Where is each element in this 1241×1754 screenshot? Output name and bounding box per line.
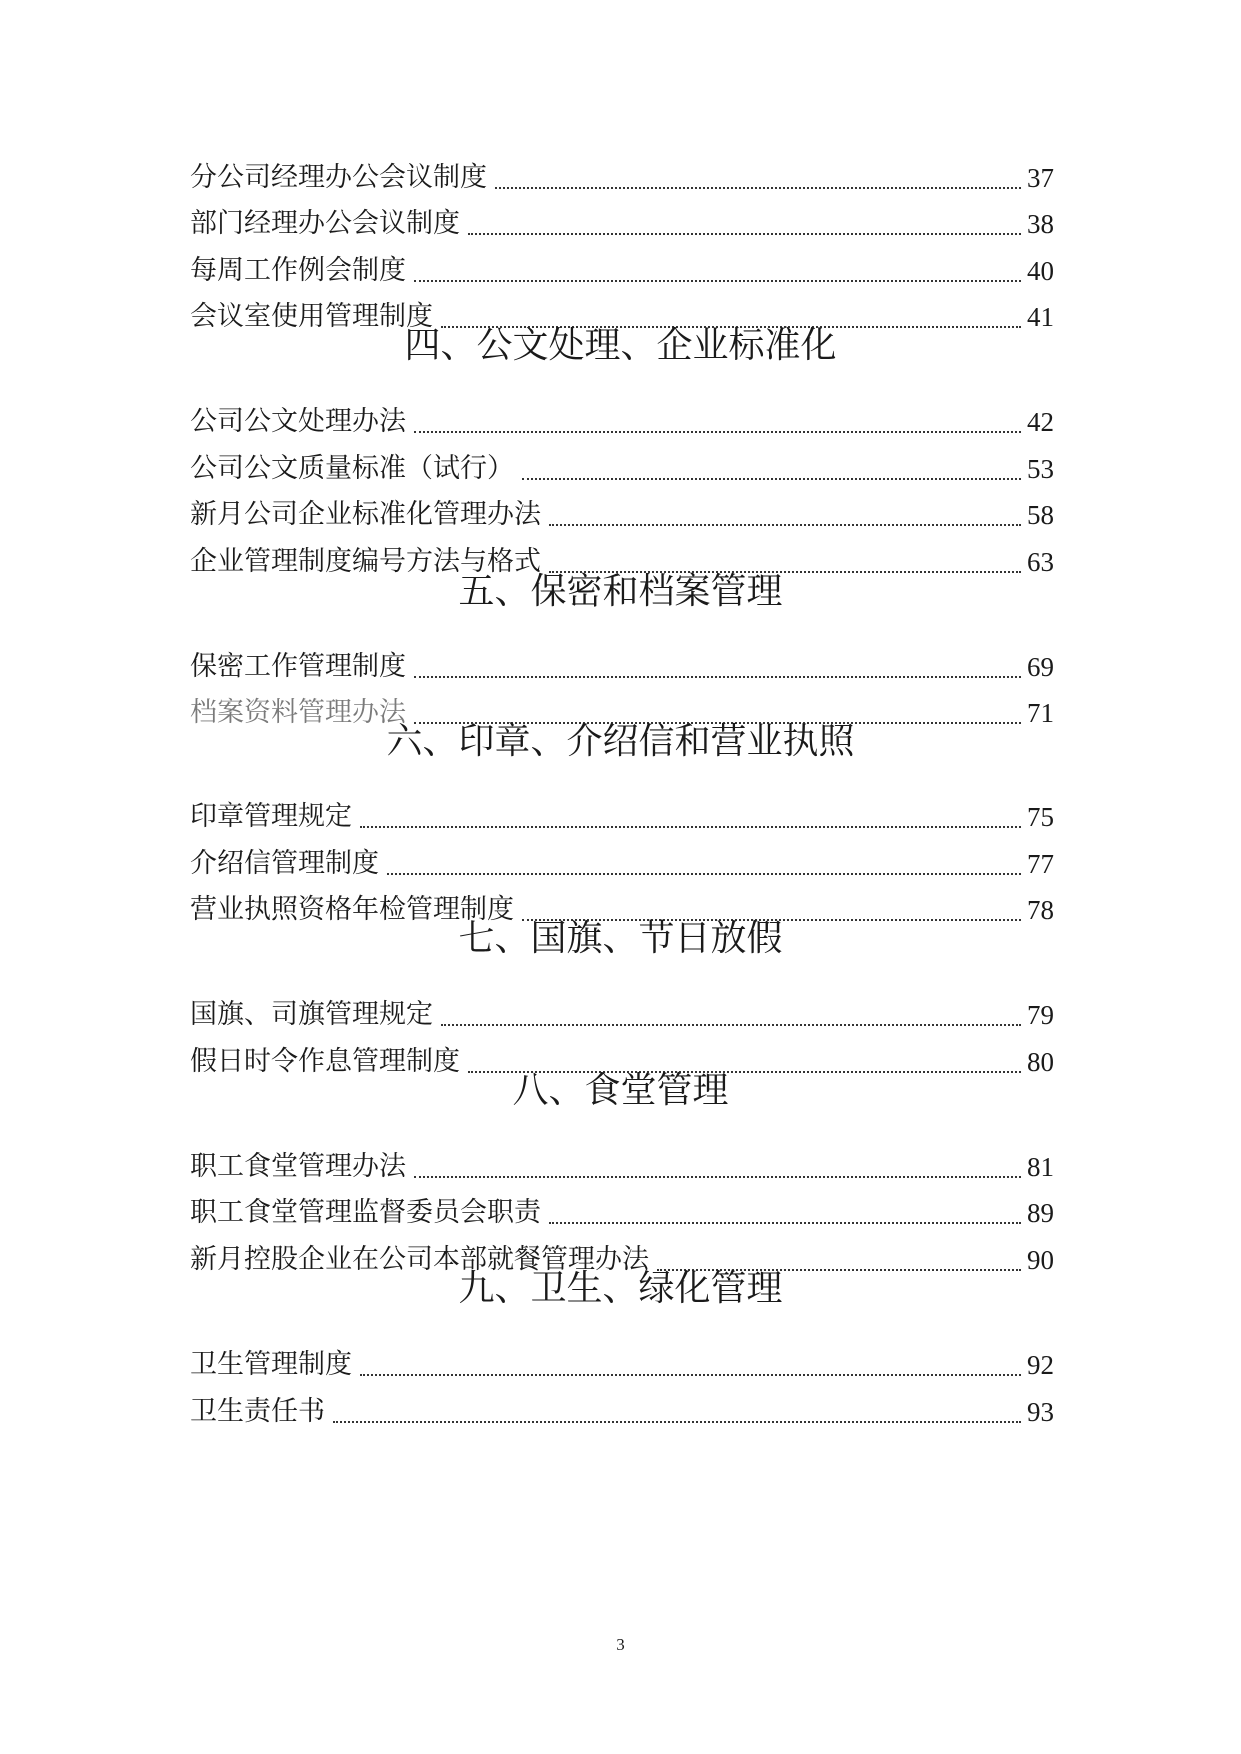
toc-entry-page: 37 [1027,163,1054,193]
toc-entry-title: 档案资料管理办法 [190,697,406,728]
toc-entry-title: 介绍信管理制度 [190,848,379,879]
section-heading: 八、食堂管理 [512,1070,729,1111]
toc-entry-page: 81 [1027,1152,1054,1182]
toc-entry[interactable] [190,1392,1054,1432]
toc-entry-title: 假日时令作息管理制度 [190,1046,460,1077]
toc-entry-title: 新月控股企业在公司本部就餐管理办法 [190,1244,649,1275]
toc-entry-title: 卫生责任书 [190,1396,325,1427]
section-heading: 九、卫生、绿化管理 [458,1268,783,1309]
dot-leader [468,233,1021,235]
dot-leader [522,478,1021,480]
section-heading: 六、印章、介绍信和营业执照 [386,721,855,762]
toc-entry[interactable] [190,204,1054,244]
toc-entry-title: 职工食堂管理监督委员会职责 [190,1197,541,1228]
dot-leader [414,676,1021,678]
toc-entry[interactable] [190,995,1054,1035]
page-number: 3 [616,1635,625,1654]
toc-entry[interactable] [190,251,1054,291]
dot-leader [414,280,1021,282]
toc-entry-title: 新月公司企业标准化管理办法 [190,499,541,530]
toc-entry-title: 营业执照资格年检管理制度 [190,894,514,925]
toc-entry-page: 41 [1027,302,1054,332]
toc-entry-title: 公司公文处理办法 [190,406,406,437]
dot-leader [333,1421,1021,1423]
section-heading: 四、公文处理、企业标准化 [404,325,837,366]
toc-entry-page: 42 [1027,407,1054,437]
toc-entry-title: 公司公文质量标准（试行） [190,453,514,484]
toc-entry-page: 90 [1027,1245,1054,1275]
dot-leader [414,1176,1021,1178]
toc-entry-page: 92 [1027,1350,1054,1380]
toc-entry-page: 75 [1027,802,1054,832]
toc-entry-title: 职工食堂管理办法 [190,1151,406,1182]
toc-entry-page: 93 [1027,1397,1054,1427]
toc-entry-title: 保密工作管理制度 [190,651,406,682]
dot-leader [414,431,1021,433]
toc-entry[interactable] [190,1147,1054,1187]
toc-entry[interactable] [190,1345,1054,1385]
dot-leader [549,1222,1021,1224]
dot-leader [441,1024,1021,1026]
toc-entry-title: 国旗、司旗管理规定 [190,999,433,1030]
toc-entry[interactable] [190,402,1054,442]
toc-entry-page: 71 [1027,698,1054,728]
toc-entry[interactable] [190,495,1054,535]
toc-entry-title: 部门经理办公会议制度 [190,208,460,239]
toc-entry-title: 每周工作例会制度 [190,255,406,286]
toc-entry-title: 分公司经理办公会议制度 [190,162,487,193]
toc-entry[interactable] [190,1193,1054,1233]
toc-entry[interactable] [190,449,1054,489]
section-heading: 五、保密和档案管理 [458,571,783,612]
toc-entry-page: 53 [1027,454,1054,484]
toc-entry[interactable] [190,844,1054,884]
toc-entry-page: 40 [1027,256,1054,286]
toc-entry-title: 企业管理制度编号方法与格式 [190,546,541,577]
dot-leader [549,524,1021,526]
toc-entry-page: 38 [1027,209,1054,239]
toc-entry-page: 58 [1027,500,1054,530]
dot-leader [360,826,1021,828]
toc-entry-page: 77 [1027,849,1054,879]
toc-entry-page: 80 [1027,1047,1054,1077]
section-heading: 七、国旗、节日放假 [458,918,783,959]
toc-entry-title: 会议室使用管理制度 [190,301,433,332]
toc-entry-page: 89 [1027,1198,1054,1228]
toc-entry-page: 63 [1027,547,1054,577]
toc-entry-page: 78 [1027,895,1054,925]
dot-leader [387,873,1021,875]
toc-entry[interactable] [190,797,1054,837]
toc-entry-title: 卫生管理制度 [190,1349,352,1380]
dot-leader [360,1374,1021,1376]
toc-entry-title: 印章管理规定 [190,801,352,832]
toc-entry-page: 69 [1027,652,1054,682]
toc-entry-page: 79 [1027,1000,1054,1030]
toc-entry[interactable] [190,647,1054,687]
dot-leader [495,187,1021,189]
toc-entry[interactable] [190,158,1054,198]
